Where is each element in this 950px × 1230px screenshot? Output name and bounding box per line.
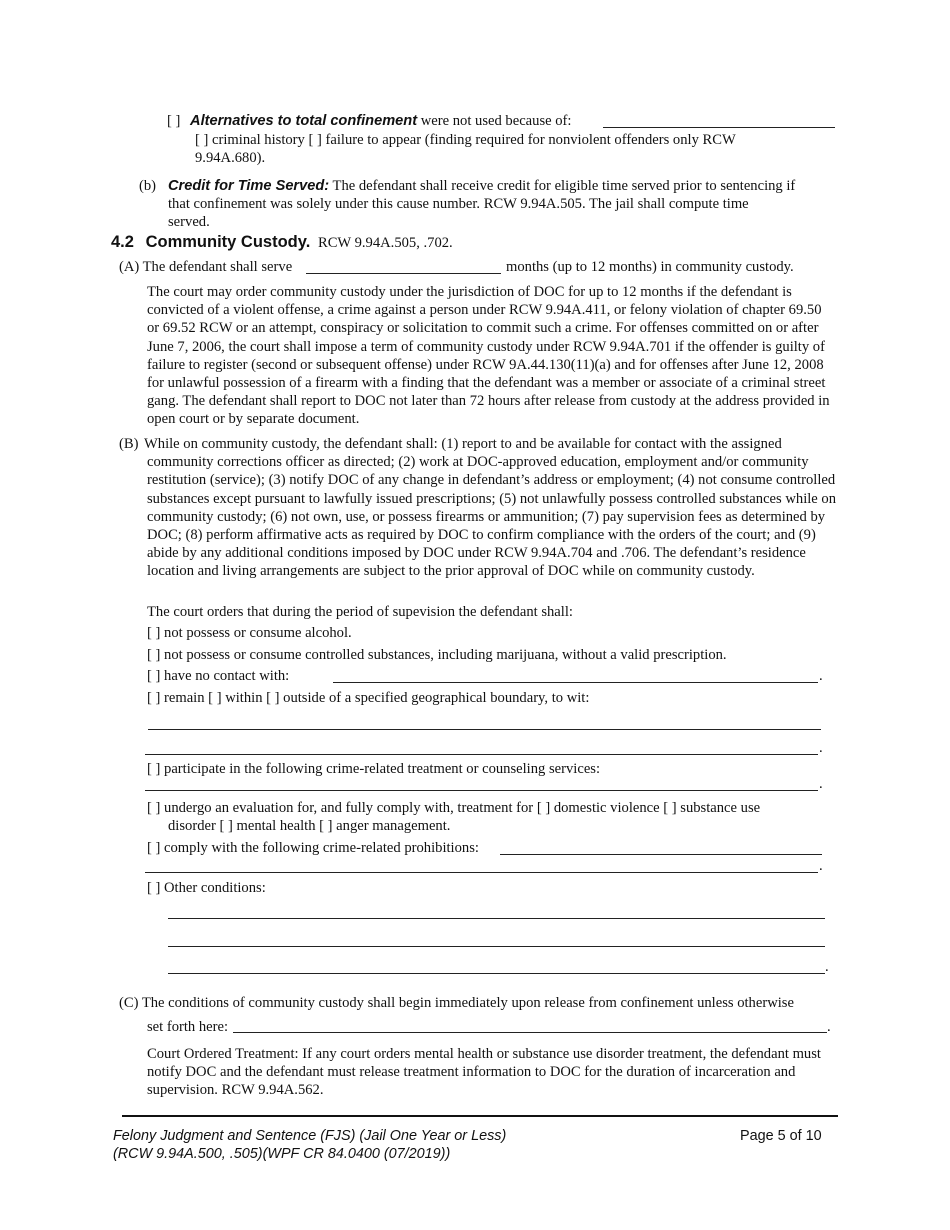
alternatives-reasons-line1: [ ] criminal history [ ] failure to appear (finding required for nonviolent offenders only RCW (195, 132, 736, 148)
option-no-alcohol[interactable]: [ ] not possess or consume alcohol. (147, 625, 352, 641)
other-conditions-field-2[interactable] (168, 946, 825, 947)
custody-term-tail: months (up to 12 months) in community custody. (506, 259, 794, 275)
boundary-period: . (819, 740, 823, 756)
conditions-paragraph: While on community custody, the defendant shall: (1) report to and be available for contact with the assigned community corrections officer as directed; (2) work at DOC-approved education, employment and/or community restitution (service); (3) notify DOC of any change in defendant’s address or employment; (4) not consume controlled substances except pursuant to lawfully issued prescriptions; (5) not unlawfully possess controlled substances while on community custody; (6) not own, use, or possess firearms or ammunition; (7) pay supervision fees as determined by DOC; (8) perform affirmative acts as required by DOC to confirm compliance with the orders of the court; and (9) abide by any additional conditions imposed by DOC under RCW 9.94A.704 and .706. The defendant’s residence location and living arrangements are subject to the prior approval of DOC while on community custody. (144, 436, 837, 580)
other-conditions-period: . (825, 959, 829, 975)
option-no-controlled-substances[interactable]: [ ] not possess or consume controlled substances, including marijuana, without a valid prescription. (147, 647, 727, 663)
orders-intro: The court orders that during the period of supevision the defendant shall: (147, 604, 573, 620)
no-contact-field[interactable] (333, 682, 818, 683)
credit-line2: that confinement was solely under this cause number. RCW 9.94A.505. The jail shall compute time (168, 196, 749, 212)
option-evaluation-line2: disorder [ ] mental health [ ] anger management. (168, 818, 451, 834)
other-conditions-field-1[interactable] (168, 918, 825, 919)
credit-colon: : (324, 178, 330, 194)
option-treatment-services[interactable]: [ ] participate in the following crime-related treatment or counseling services: (147, 761, 601, 777)
no-contact-period: . (819, 668, 823, 684)
option-geographic-boundary[interactable]: [ ] remain [ ] within [ ] outside of a specified geographical boundary, to wit: (147, 690, 590, 706)
alternatives-title: Alternatives to total confinement (190, 113, 418, 129)
alternatives-checkbox[interactable]: [ ] (167, 113, 181, 129)
boundary-field-1[interactable] (148, 729, 821, 730)
alternatives-reason-blank[interactable] (603, 127, 835, 128)
section-rcw: RCW 9.94A.505, .702. (317, 235, 453, 251)
start-conditions-period: . (827, 1019, 831, 1035)
prohibitions-field-1[interactable] (500, 854, 822, 855)
section-title-period: . (305, 233, 311, 251)
option-other-conditions[interactable]: [ ] Other conditions: (147, 880, 266, 896)
custody-term-label: (A) The defendant shall serve (119, 259, 293, 275)
section-heading (111, 233, 453, 252)
custody-jurisdiction-paragraph: The court may order community custody under the jurisdiction of DOC for up to 12 months if the defendant is convicted of a violent offense, a crime against a person under RCW 9.94A.411, or felony violation of chapter 69.50 or 69.52 RCW or an attempt, conspiracy or solicitation to commit such a crime. For offenses committed on or after June 7, 2006, the court shall impose a term of community custody under RCW 9.94A.701 if the offender is guilty of failure to register (second or subsequent offense) under RCW 9A.44.130(11)(a) and for offenses after June 12, 2008 for unlawful possession of a firearm with a finding that the defendant was a member or associate of a criminal street gang. The defendant shall report to DOC not later than 72 hours after release from custody at the address provided in open court or by separate document. (147, 284, 830, 428)
option-evaluation-line1[interactable]: [ ] undergo an evaluation for, and fully comply with, treatment for [ ] domestic violence [ ] substance use (147, 800, 761, 816)
other-conditions-field-3[interactable] (168, 973, 825, 974)
alternatives-text: were not used because of: (420, 113, 572, 129)
custody-months-field[interactable] (306, 273, 501, 274)
start-conditions-line2: set forth here: (147, 1019, 229, 1035)
footer-divider (122, 1115, 838, 1117)
footer-form-citation: (RCW 9.94A.500, .505)(WPF CR 84.0400 (07/2019)) (113, 1146, 451, 1162)
conditions-label: (B) (119, 436, 139, 452)
prohibitions-field-2[interactable] (145, 872, 818, 873)
start-conditions-line1: (C) The conditions of community custody shall begin immediately upon release from confinement unless otherwise (119, 995, 794, 1011)
credit-line1 (168, 177, 795, 195)
court-ordered-treatment-paragraph: Court Ordered Treatment: If any court orders mental health or substance use disorder treatment, the defendant must notify DOC and the defendant must release treatment information to DOC for the duration of incarceration and supervision. RCW 9.94A.562. (147, 1046, 821, 1099)
page-number: Page 5 of 10 (740, 1128, 822, 1144)
option-prohibitions[interactable]: [ ] comply with the following crime-related prohibitions: (147, 840, 479, 856)
alternatives-reasons-line2: 9.94A.680). (195, 150, 266, 166)
credit-title: Credit for Time Served (168, 178, 325, 194)
alternatives-line (167, 112, 571, 130)
credit-line3: served. (168, 214, 210, 230)
treatment-services-field[interactable] (145, 790, 818, 791)
section-title: Community Custody (145, 233, 306, 251)
treatment-period: . (819, 776, 823, 792)
section-number: 4.2 (111, 233, 134, 251)
footer-form-title: Felony Judgment and Sentence (FJS) (Jail One Year or Less) (113, 1128, 507, 1144)
prohibitions-period: . (819, 858, 823, 874)
boundary-field-2[interactable] (145, 754, 818, 755)
credit-text-1: The defendant shall receive credit for eligible time served prior to sentencing if (332, 178, 796, 194)
option-no-contact[interactable]: [ ] have no contact with: (147, 668, 290, 684)
start-conditions-field[interactable] (233, 1032, 827, 1033)
credit-label: (b) (139, 178, 157, 194)
